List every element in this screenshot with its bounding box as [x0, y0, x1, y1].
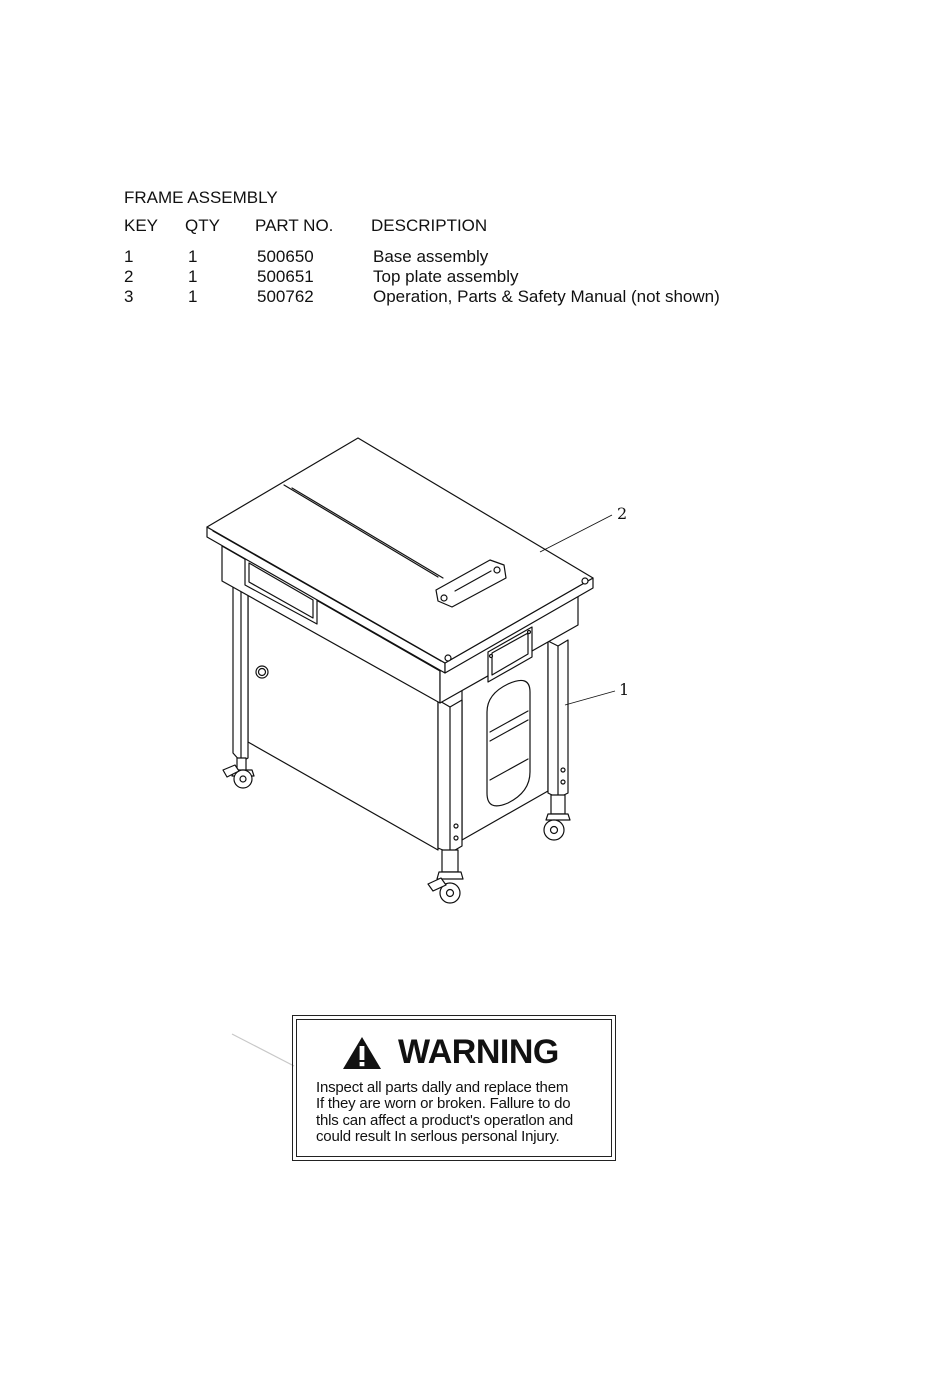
frame-assembly-drawing [180, 420, 660, 920]
warning-line: thls can affect a product's operatlon and [316, 1111, 574, 1129]
warning-line: If they are worn or broken. Fallure to do [316, 1095, 571, 1113]
row-2-part-no: 500651 [257, 267, 314, 286]
row-1-qty: 1 [188, 247, 198, 266]
top-plate-bolt [582, 578, 588, 584]
right-caster-hub [551, 827, 558, 834]
row-3-qty: 1 [188, 287, 198, 306]
row-1-description: Base assembly [373, 247, 489, 266]
top-plate-bolt [445, 655, 451, 661]
scan-artifact [228, 1028, 298, 1073]
parts-list-title: FRAME ASSEMBLY [124, 188, 278, 207]
callout-1-label: 1 [619, 680, 630, 699]
front-caster-hub [447, 890, 454, 897]
left-caster-hub [240, 776, 246, 782]
row-3-key: 3 [124, 287, 134, 306]
leg-screw [561, 768, 565, 772]
callout-2-label: 2 [617, 504, 628, 523]
front-leg-extension [442, 850, 458, 872]
row-1-key: 1 [124, 247, 134, 266]
warning-text [316, 1080, 573, 1146]
callout-1-leader [565, 691, 615, 705]
row-3-description: Operation, Parts & Safety Manual (not shown) [373, 287, 720, 306]
callout-2-leader [540, 515, 612, 552]
side-panel-cutout [487, 680, 530, 805]
blade-insert-screw [494, 567, 500, 573]
warning-heading: WARNING [398, 1033, 559, 1071]
header-description: DESCRIPTION [371, 216, 488, 235]
row-2-description: Top plate assembly [373, 267, 519, 286]
row-2-qty: 1 [188, 267, 198, 286]
row-1-part-no: 500650 [257, 247, 314, 266]
warning-triangle-icon [342, 1036, 382, 1070]
switch-box-screw [528, 631, 531, 634]
row-2-key: 2 [124, 267, 134, 286]
warning-line: Inspect all parts dally and replace them [316, 1079, 569, 1096]
leg-screw [561, 780, 565, 784]
right-caster-fork [546, 814, 570, 820]
blade-insert-screw [441, 595, 447, 601]
leg-screw [454, 836, 458, 840]
access-hole-inner [259, 669, 266, 676]
header-key: KEY [124, 216, 159, 235]
row-3-part-no: 500762 [257, 287, 314, 306]
leg-screw [454, 824, 458, 828]
header-part-no: PART NO. [255, 216, 334, 235]
right-leg-extension [551, 795, 565, 814]
warning-line: could result In serlous personal Injury. [316, 1128, 560, 1146]
header-qty: QTY [185, 216, 220, 235]
switch-box-screw [490, 655, 493, 658]
